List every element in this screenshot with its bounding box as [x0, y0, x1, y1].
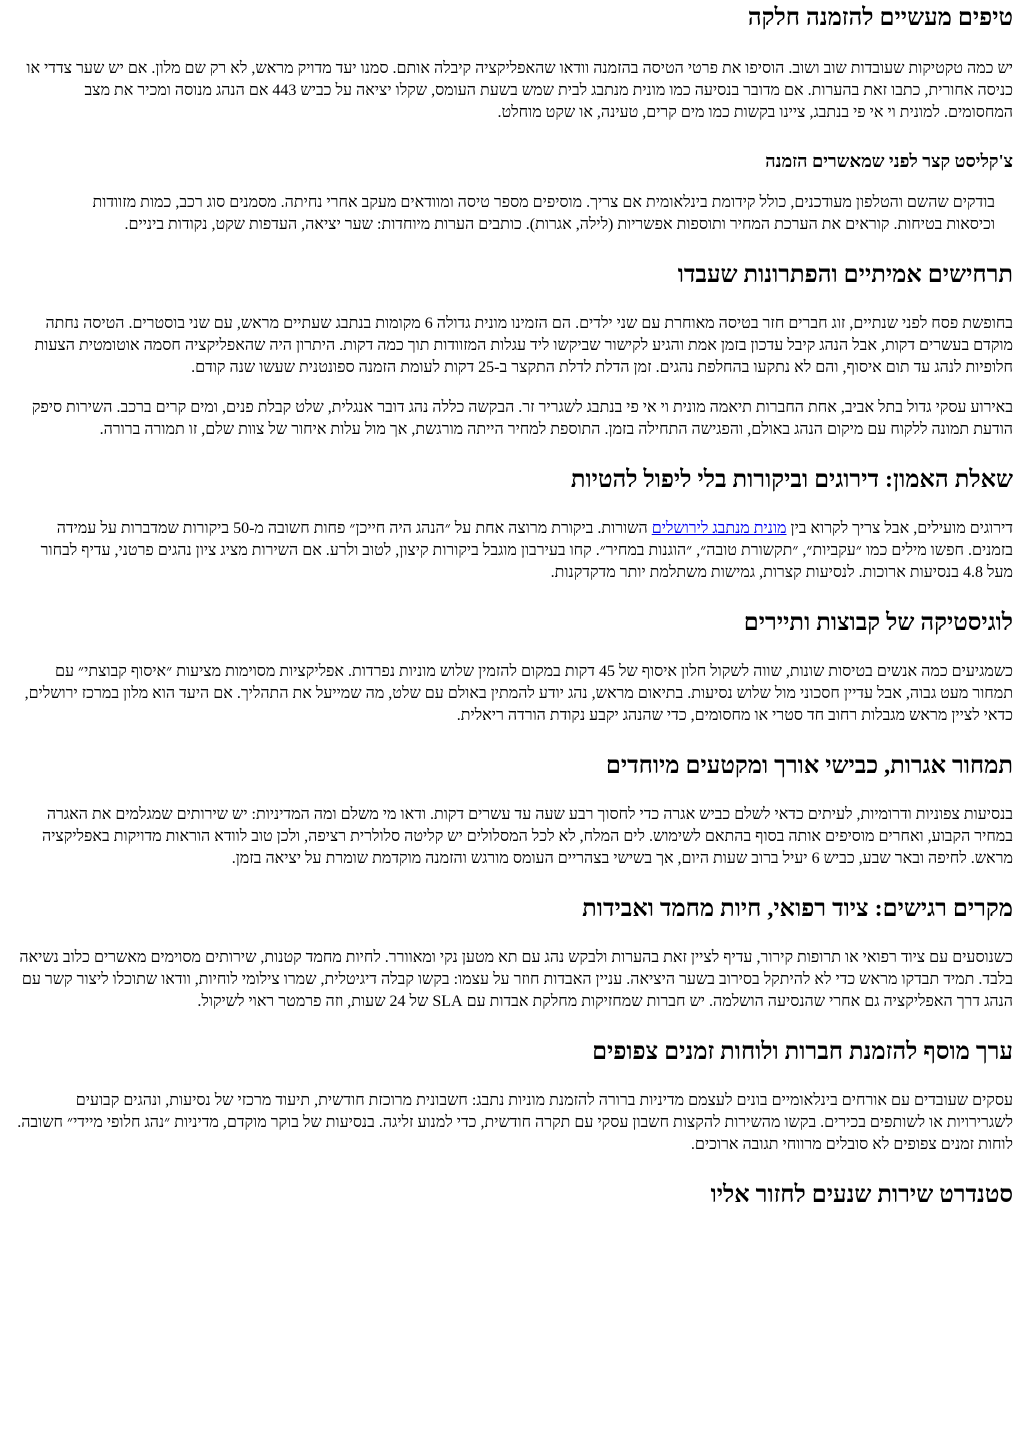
paragraph-sensitive-cases: כשנוסעים עם ציוד רפואי או תרופות קירור, עדיף לציין זאת בהערות ולבקש נהג עם תא מטען נקי ומאוורר. לחיות מחמד קטנות, שירותים מסוימים מאשרים כלוב נשיאה בלבד. תמיד תבדקו מראש כדי לא להיתקל בסירוב בשער היציאה. עניין האבדות חוזר על עצמו: בקשו קבלה דיגיטלית, שמרו צילומי לוחיות, וודאו שתוכלו ליצור קשר עם הנהג דרך האפליקציה גם אחרי שהנסיעה הושלמה. יש חברות שמחזיקות מחלקת אבדות עם SLA של 24 שעות, וזה פרמטר ראוי לשיקול. [19, 949, 1013, 1010]
section-heading-real-scenarios: תרחישים אמיתיים והפתרונות שעבדו [677, 262, 1013, 288]
paragraph-real-scenarios-1: בחופשת פסח לפני שנתיים, זוג חברים חזר בטיסה מאוחרת עם שני ילדים. הם הזמינו מונית גדולה 6 מקומות בנתבג שעתיים מראש, עם שני בוסטרים. הטיסה נחתה מוקדם בעשרים דקות, אבל הנהג קיבל עדכון בזמן אמת והגיע לקישור שביקשו ליד עגלות המזוודות תוך כמה דקות. היתרון היה שהאפליקציה חסמה אוטומטית הצעות חלופיות לנהג עד תום איסוף, והם לא נתקעו בהחלפת נהגים. זמן הדלת לדלת התקצר ב-25 דקות לעומת הזמנה ספונטנית שעשו שנה קודם. [34, 315, 1013, 376]
paragraph-checklist: בודקים שהשם והטלפון מעודכנים, כולל קידומת בינלאומית אם צריך. מוסיפים מספר טיסה ומוודאים מעקב אחרי נחיתה. מסמנים סוג רכב, כמות מזוודות וכיסאות בטיחות. קוראים את הערכת המחיר ותוספות אפשריות (לילה, אגרות). כותבים הערות מיוחדות: שער יציאה, העדפות שקט, נקודות ביניים. [92, 194, 995, 233]
section-heading-groups-logistics: לוגיסטיקה של קבוצות ותיירים [743, 610, 1013, 636]
section-heading-business-value: ערך מוסף להזמנת חברות ולוחות זמנים צפופים [592, 1039, 1013, 1065]
section-heading-sensitive-cases: מקרים רגישים: ציוד רפואי, חיות מחמד ואבידות [582, 896, 1013, 922]
subheading-checklist: צ'קליסט קצר לפני שמאשרים הזמנה [765, 151, 1013, 171]
paragraph-trust-post: השורות. ביקורת מרוצה אחת על ״הנהג היה חייכן״ פחות חשובה מ-50 ביקורות שמדברות על עמידה בזמנים. חפשו מילים כמו ״עקביות״, ״תקשורת טובה״, ״הוגנות במחיר״. קחו בעירבון מוגבל ביקורות קיצון, לטוב ולרע. אם השירות מציג ציון נהגים פרטני, עדיף לבחור מעל 4.8 בנסיעות ארוכות. לנסיעות קצרות, גמישות משתלמת יותר מדקדקנות. [40, 520, 1013, 581]
paragraph-business-value: עסקים שעובדים עם אורחים בינלאומיים בונים לעצמם מדיניות ברורה להזמנת מוניות נתבג: חשבונית מרוכזת חודשית, תיעוד מרכזי של נסיעות, ונהגים קבועים לשגרירויות או לשותפים בכירים. בקשו מהשירות להקצות חשבון עסקי עם תקרה חודשית, כדי למנוע זליגה. בנסיעות של בוקר מוקדם, מדיניות ״נהג חלופי מיידי״ חשובה. לוחות זמנים צפופים לא סובלים מרווחי תגובה ארוכים. [17, 1092, 1013, 1153]
section-heading-tolls: תמחור אגרות, כבישי אורך ומקטעים מיוחדים [605, 753, 1013, 779]
paragraph-tolls: בנסיעות צפוניות ודרומיות, לעיתים כדאי לשלם כביש אגרה כדי לחסוך רבע שעה עד עשרים דקות. ודאו מי משלם ומה המדיניות: יש שירותים שמגלמים את האגרה במחיר הקבוע, ואחרים מוסיפים אותה בסוף בהתאם לשימוש. לים המלח, לא לכל המסלולים יש קליטה סלולרית רציפה, ולכן טוב לוודא הוראות מדויקות באפליקציה מראש. לחיפה ובאר שבע, כביש 6 יעיל ברוב שעות היום, אך בשישי בצהריים העומס מורגש והזמנה מוקדמת שומרת על יציאה בזמן. [42, 806, 1013, 867]
paragraph-practical-tips: יש כמה טקטיקות שעובדות שוב ושוב. הוסיפו את פרטי הטיסה בהזמנה וודאו שהאפליקציה קיבלה אותם. סמנו יעד מדויק מראש, לא רק שם מלון. אם יש שער צדדי או כניסה אחורית, כתבו זאת בהערות. אם מדובר בנסיעה כמו מונית מנתבג לבית שמש בשעת העומס, שקלו יציאה על כביש 443 אם הנהג מנוסה ומכיר את מצב המחסומים. למונית וי אי פי בנתבג, ציינו בקשות כמו מים קרים, טעינה, או שקט מוחלט. [26, 60, 1013, 121]
section-heading-trust: שאלת האמון: דירוגים וביקורות בלי ליפול להטיות [570, 467, 1013, 493]
paragraph-trust-pre: דירוגים מועילים, אבל צריך לקרוא בין [786, 520, 1013, 537]
article [14, 3, 1013, 1210]
paragraph-real-scenarios-2: באירוע עסקי גדול בתל אביב, אחת החברות תיאמה מונית וי אי פי בנתבג לשגריר זר. הבקשה כללה נהג דובר אנגלית, שלט קבלת פנים, ומים קרים ברכב. השירות סיפק הודעת תמונה ללקוח עם מיקום הנהג באולם, והפגישה התחילה בזמן. התוספת למחיר הייתה מורגשת, אך מול עלות איחור של צוות שלם, זו תמורה ברורה. [31, 399, 1013, 438]
link-taxi-to-jerusalem[interactable]: מונית מנתבג לירושלים [651, 520, 787, 537]
section-heading-service-standard: סטנדרט שירות שנעים לחזור אליו [710, 1182, 1013, 1208]
section-heading-practical-tips: טיפים מעשיים להזמנה חלקה [747, 5, 1013, 31]
paragraph-groups-logistics: כשמגיעים כמה אנשים בטיסות שונות, שווה לשקול חלון איסוף של 45 דקות במקום להזמין שלוש מוניות נפרדות. אפליקציות מסוימות מציעות ״איסוף קבוצתי״ עם תמחור מעט גבוה, אבל עדיין חסכוני מול שלוש נסיעות. בתיאום מראש, נהג יודע להמתין באולם עם שלט, מה שמייעל את התהליך. אם היעד הוא מלון במרכז ירושלים, כדאי לציין מראש מגבלות רחוב חד סטרי או מחסומים, כדי שהנהג יקבע נקודת הורדה ריאלית. [24, 663, 1013, 724]
paragraph-trust [14, 518, 1013, 584]
